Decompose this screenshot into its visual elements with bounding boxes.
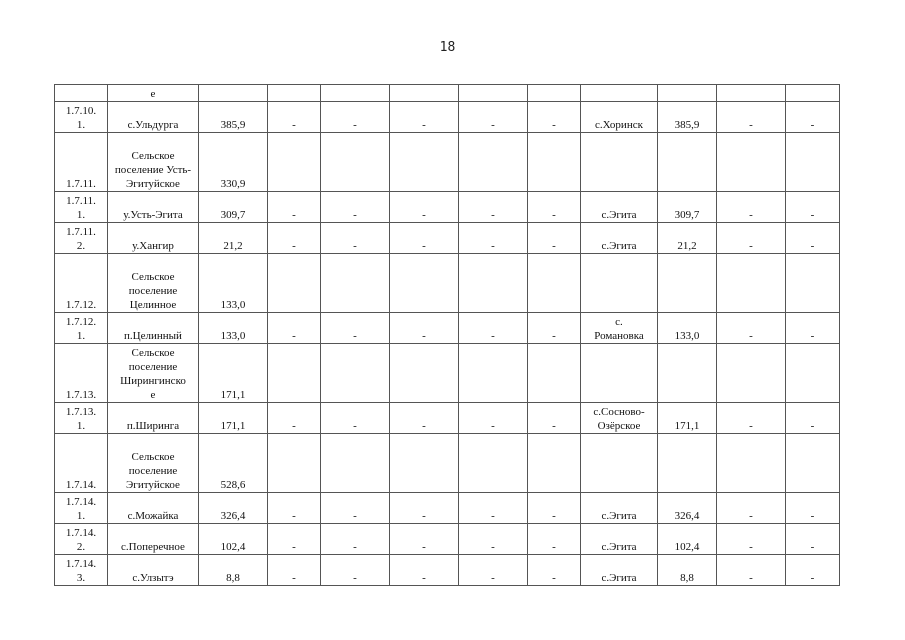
- col-7-cell: -: [459, 223, 528, 254]
- destination-value: [658, 85, 717, 102]
- col-5-cell: [321, 344, 390, 403]
- col-11-cell: [717, 133, 786, 192]
- table-row: [55, 223, 840, 254]
- table-row: [55, 254, 840, 313]
- destination-value: [658, 434, 717, 493]
- col-6-cell: [390, 344, 459, 403]
- col-8-cell: -: [528, 493, 581, 524]
- settlement-code: 1.7.14. 3.: [55, 555, 108, 586]
- page-number: 18: [439, 40, 456, 55]
- col-8-cell: -: [528, 313, 581, 344]
- destination-name: [581, 434, 658, 493]
- col-7-cell: -: [459, 555, 528, 586]
- settlement-code: 1.7.11. 2.: [55, 223, 108, 254]
- destination-value: [658, 133, 717, 192]
- col-8-cell: [528, 434, 581, 493]
- settlement-value: 133,0: [199, 313, 268, 344]
- col-6-cell: [390, 434, 459, 493]
- destination-name: с.Сосново- Озёрское: [581, 403, 658, 434]
- settlement-code: 1.7.14. 2.: [55, 524, 108, 555]
- col-6-cell: -: [390, 555, 459, 586]
- col-7-cell: [459, 344, 528, 403]
- col-11-cell: [717, 254, 786, 313]
- col-4-cell: [268, 254, 321, 313]
- destination-value: 8,8: [658, 555, 717, 586]
- destination-name: с.Эгита: [581, 524, 658, 555]
- table-row: [55, 493, 840, 524]
- col-4-cell: -: [268, 555, 321, 586]
- col-6-cell: -: [390, 192, 459, 223]
- col-5-cell: [321, 133, 390, 192]
- destination-value: 385,9: [658, 102, 717, 133]
- settlement-value: 8,8: [199, 555, 268, 586]
- col-4-cell: -: [268, 223, 321, 254]
- col-4-cell: -: [268, 524, 321, 555]
- col-5-cell: -: [321, 555, 390, 586]
- col-11-cell: -: [717, 192, 786, 223]
- col-4-cell: -: [268, 192, 321, 223]
- destination-name: с.Эгита: [581, 192, 658, 223]
- col-11-cell: [717, 344, 786, 403]
- col-12-cell: -: [786, 524, 840, 555]
- table-row: [55, 313, 840, 344]
- settlement-code: 1.7.12.: [55, 254, 108, 313]
- destination-name: с.Эгита: [581, 223, 658, 254]
- col-6-cell: -: [390, 223, 459, 254]
- table-row: [55, 403, 840, 434]
- col-6-cell: [390, 85, 459, 102]
- col-4-cell: [268, 85, 321, 102]
- col-7-cell: -: [459, 192, 528, 223]
- destination-name: [581, 344, 658, 403]
- settlement-code: 1.7.11.: [55, 133, 108, 192]
- settlement-name: Сельское поселение Целинное: [108, 254, 199, 313]
- col-5-cell: -: [321, 493, 390, 524]
- col-12-cell: -: [786, 555, 840, 586]
- table-row: [55, 102, 840, 133]
- settlement-code: 1.7.13. 1.: [55, 403, 108, 434]
- col-12-cell: [786, 254, 840, 313]
- col-12-cell: [786, 434, 840, 493]
- col-8-cell: -: [528, 223, 581, 254]
- col-6-cell: -: [390, 313, 459, 344]
- settlement-value: 171,1: [199, 403, 268, 434]
- destination-name: с.Эгита: [581, 493, 658, 524]
- table-row: [55, 524, 840, 555]
- settlement-name: с.Улзытэ: [108, 555, 199, 586]
- table-row: [55, 192, 840, 223]
- col-4-cell: -: [268, 493, 321, 524]
- settlement-name: с.Поперечное: [108, 524, 199, 555]
- col-4-cell: -: [268, 102, 321, 133]
- col-8-cell: -: [528, 192, 581, 223]
- settlement-value: 385,9: [199, 102, 268, 133]
- col-7-cell: -: [459, 524, 528, 555]
- col-11-cell: -: [717, 524, 786, 555]
- destination-value: 309,7: [658, 192, 717, 223]
- col-11-cell: -: [717, 403, 786, 434]
- settlement-name: у.Хангир: [108, 223, 199, 254]
- col-5-cell: [321, 434, 390, 493]
- settlement-value: [199, 85, 268, 102]
- col-12-cell: [786, 344, 840, 403]
- settlement-code: 1.7.14. 1.: [55, 493, 108, 524]
- settlement-code: 1.7.11. 1.: [55, 192, 108, 223]
- col-5-cell: -: [321, 524, 390, 555]
- destination-value: 102,4: [658, 524, 717, 555]
- col-12-cell: -: [786, 313, 840, 344]
- col-8-cell: [528, 344, 581, 403]
- table-row: [55, 434, 840, 493]
- col-7-cell: [459, 85, 528, 102]
- col-6-cell: [390, 254, 459, 313]
- col-4-cell: [268, 133, 321, 192]
- settlement-name: с.Ульдурга: [108, 102, 199, 133]
- destination-name: [581, 133, 658, 192]
- settlement-name: Сельское поселение Усть-Эгитуйское: [108, 133, 199, 192]
- col-8-cell: -: [528, 102, 581, 133]
- col-8-cell: -: [528, 524, 581, 555]
- settlement-name: с.Можайка: [108, 493, 199, 524]
- col-5-cell: -: [321, 223, 390, 254]
- col-4-cell: -: [268, 403, 321, 434]
- settlement-value: 133,0: [199, 254, 268, 313]
- col-11-cell: [717, 434, 786, 493]
- col-7-cell: -: [459, 313, 528, 344]
- destination-name: с.Хоринск: [581, 102, 658, 133]
- settlement-name: Сельское поселение Эгитуйское: [108, 434, 199, 493]
- settlement-code: [55, 85, 108, 102]
- table-body: [55, 85, 840, 586]
- col-7-cell: [459, 434, 528, 493]
- col-8-cell: [528, 133, 581, 192]
- col-6-cell: -: [390, 102, 459, 133]
- col-12-cell: [786, 85, 840, 102]
- settlement-name: е: [108, 85, 199, 102]
- col-12-cell: -: [786, 403, 840, 434]
- destination-value: [658, 254, 717, 313]
- settlement-name: у.Усть-Эгита: [108, 192, 199, 223]
- col-11-cell: -: [717, 555, 786, 586]
- col-8-cell: [528, 85, 581, 102]
- col-11-cell: [717, 85, 786, 102]
- settlement-name: п.Целинный: [108, 313, 199, 344]
- col-11-cell: -: [717, 223, 786, 254]
- col-7-cell: [459, 254, 528, 313]
- destination-name: с. Романовка: [581, 313, 658, 344]
- col-12-cell: [786, 133, 840, 192]
- destination-name: [581, 85, 658, 102]
- destination-value: 171,1: [658, 403, 717, 434]
- destination-value: [658, 344, 717, 403]
- col-8-cell: -: [528, 403, 581, 434]
- col-6-cell: -: [390, 493, 459, 524]
- col-12-cell: -: [786, 493, 840, 524]
- col-11-cell: -: [717, 493, 786, 524]
- col-7-cell: -: [459, 493, 528, 524]
- settlement-value: 330,9: [199, 133, 268, 192]
- settlement-value: 326,4: [199, 493, 268, 524]
- table-row: [55, 344, 840, 403]
- destination-name: [581, 254, 658, 313]
- col-6-cell: [390, 133, 459, 192]
- col-8-cell: -: [528, 555, 581, 586]
- col-6-cell: -: [390, 524, 459, 555]
- col-12-cell: -: [786, 192, 840, 223]
- settlement-name: п.Ширинга: [108, 403, 199, 434]
- col-5-cell: -: [321, 102, 390, 133]
- settlement-value: 21,2: [199, 223, 268, 254]
- settlement-code: 1.7.14.: [55, 434, 108, 493]
- col-7-cell: -: [459, 403, 528, 434]
- settlement-value: 528,6: [199, 434, 268, 493]
- settlement-value: 102,4: [199, 524, 268, 555]
- destination-value: 133,0: [658, 313, 717, 344]
- table-row: [55, 133, 840, 192]
- destination-value: 326,4: [658, 493, 717, 524]
- col-8-cell: [528, 254, 581, 313]
- col-11-cell: -: [717, 102, 786, 133]
- col-5-cell: -: [321, 192, 390, 223]
- settlement-code: 1.7.12. 1.: [55, 313, 108, 344]
- col-5-cell: [321, 254, 390, 313]
- col-7-cell: [459, 133, 528, 192]
- settlement-code: 1.7.13.: [55, 344, 108, 403]
- settlement-name: Сельское поселение Ширингинско е: [108, 344, 199, 403]
- col-11-cell: -: [717, 313, 786, 344]
- col-12-cell: -: [786, 223, 840, 254]
- col-5-cell: -: [321, 403, 390, 434]
- settlement-code: 1.7.10. 1.: [55, 102, 108, 133]
- settlement-value: 171,1: [199, 344, 268, 403]
- col-4-cell: [268, 434, 321, 493]
- destination-value: 21,2: [658, 223, 717, 254]
- col-5-cell: -: [321, 313, 390, 344]
- col-12-cell: -: [786, 102, 840, 133]
- destination-name: с.Эгита: [581, 555, 658, 586]
- col-5-cell: [321, 85, 390, 102]
- col-4-cell: [268, 344, 321, 403]
- table-row: [55, 85, 840, 102]
- settlements-table: [54, 84, 840, 586]
- col-4-cell: -: [268, 313, 321, 344]
- settlement-value: 309,7: [199, 192, 268, 223]
- table-row: [55, 555, 840, 586]
- col-6-cell: -: [390, 403, 459, 434]
- col-7-cell: -: [459, 102, 528, 133]
